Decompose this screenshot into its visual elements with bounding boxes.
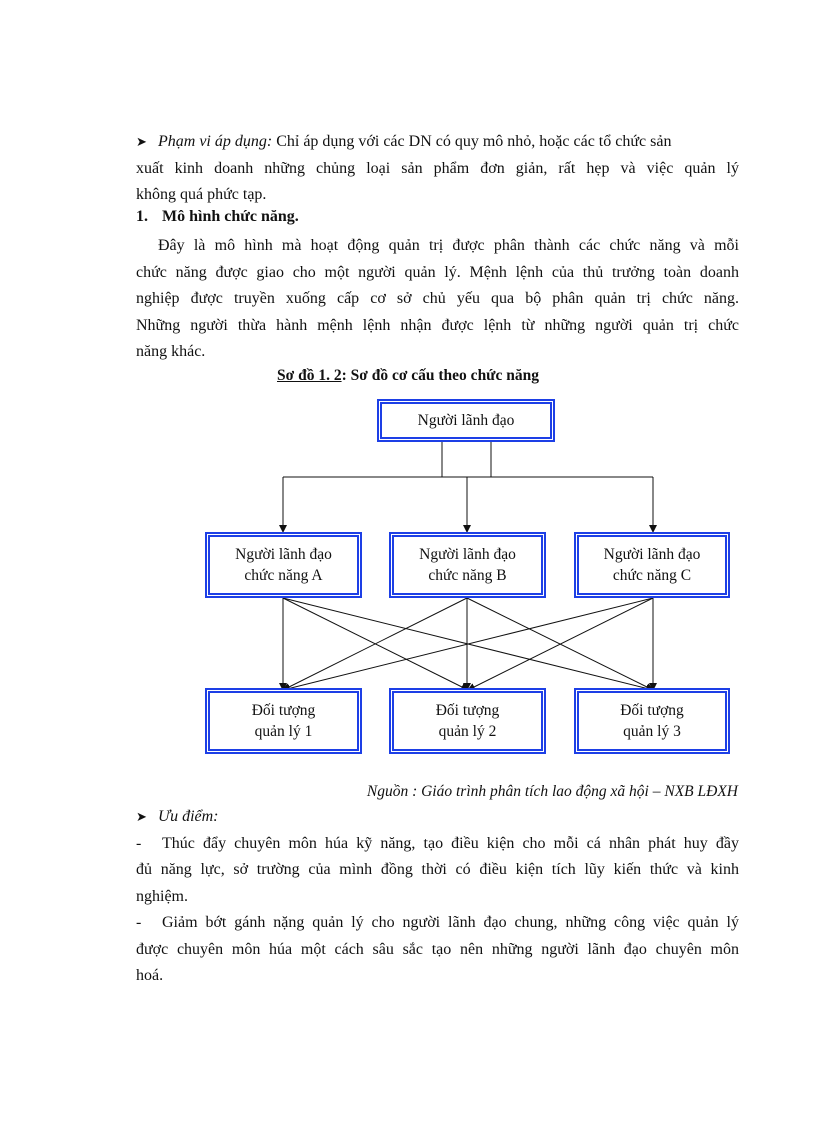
top-leader-label: Người lãnh đạo xyxy=(417,412,515,429)
manager-label-b: Người lãnh đạo chức năng B xyxy=(419,546,516,584)
advantage-1-line-1 xyxy=(136,831,739,858)
advantage-2-text-1: Giảm bớt gánh nặng quản lý cho người lãnh đạo chung, những công việc quản lý xyxy=(162,914,739,931)
para-line-5: năng khác. xyxy=(136,343,206,360)
para-line-1: Đây là mô hình mà hoạt động quản trị được phân thành các chức năng và mỗi xyxy=(158,237,739,254)
arrow-bullet-icon: ➤ xyxy=(136,809,147,824)
manager-box-b xyxy=(389,532,546,598)
diagram-caption-label: Sơ đồ 1. 2 xyxy=(277,367,342,384)
advantage-1-line-2: đủ năng lực, sở trường của mình đồng thời có điều kiện tích lũy kiến thức và kinh xyxy=(136,861,739,878)
scope-line-3: không quá phức tạp. xyxy=(136,186,267,203)
scope-label: Phạm vi áp dụng: xyxy=(158,133,273,150)
para-line-3: nghiệp được truyền xuống cấp cơ sở chủ yếu qua bộ phân quản trị chức năng. xyxy=(136,290,739,307)
object-label-2: Đối tượng quản lý 2 xyxy=(435,702,500,740)
arrow-bullet-icon: ➤ xyxy=(136,134,147,149)
top-leader-box xyxy=(377,399,555,442)
advantage-2-line-1 xyxy=(136,910,739,937)
manager-box-a xyxy=(205,532,362,598)
manager-label-c: Người lãnh đạo chức năng C xyxy=(603,546,701,584)
source-note: Nguồn : Giáo trình phân tích lao động xã hội – NXB LĐXH xyxy=(366,783,738,800)
para-line-4: Những người thừa hành mệnh lệnh nhận được lệnh từ những người quản trị chức xyxy=(136,316,739,334)
advantages-heading xyxy=(136,804,739,831)
advantage-2-line-3: hoá. xyxy=(136,967,164,984)
object-label-3: Đối tượng quản lý 3 xyxy=(620,702,684,740)
object-label-1: Đối tượng quản lý 1 xyxy=(251,702,316,740)
advantage-1-text-1: Thúc đẩy chuyên môn húa kỹ năng, tạo điều kiện cho mỗi cá nhân phát huy đầy xyxy=(162,834,739,852)
para-line-2: chức năng được giao cho một người quản lý. Mệnh lệnh của thủ trưởng toàn doanh xyxy=(136,263,739,281)
advantage-1-dash: - xyxy=(136,834,142,852)
diagram-caption-text: : Sơ đồ cơ cấu theo chức năng xyxy=(341,367,539,384)
advantage-1-line-3: nghiệm. xyxy=(136,887,188,905)
manager-box-c xyxy=(574,532,730,598)
advantage-2-dash: - xyxy=(136,914,142,931)
advantages-section xyxy=(136,804,739,990)
object-box-2 xyxy=(389,688,546,754)
advantage-2-line-2: được chuyên môn húa một cách sâu sắc tạo nên những người lãnh đạo chuyên môn xyxy=(136,940,739,958)
scope-text-1: Chỉ áp dụng với các DN có quy mô nhỏ, hoặc các tổ chức sản xyxy=(272,133,672,150)
section-number: 1. xyxy=(136,208,148,225)
advantages-label: Ưu điểm: xyxy=(158,808,219,825)
scope-line-2: xuất kinh doanh những chủng loại sản phẩm đơn giản, rất hẹp và việc quản lý xyxy=(136,159,739,177)
section-title: Mô hình chức năng. xyxy=(162,208,299,225)
object-box-1 xyxy=(205,688,362,754)
object-box-3 xyxy=(574,688,730,754)
manager-label-a: Người lãnh đạo chức năng A xyxy=(235,546,332,584)
